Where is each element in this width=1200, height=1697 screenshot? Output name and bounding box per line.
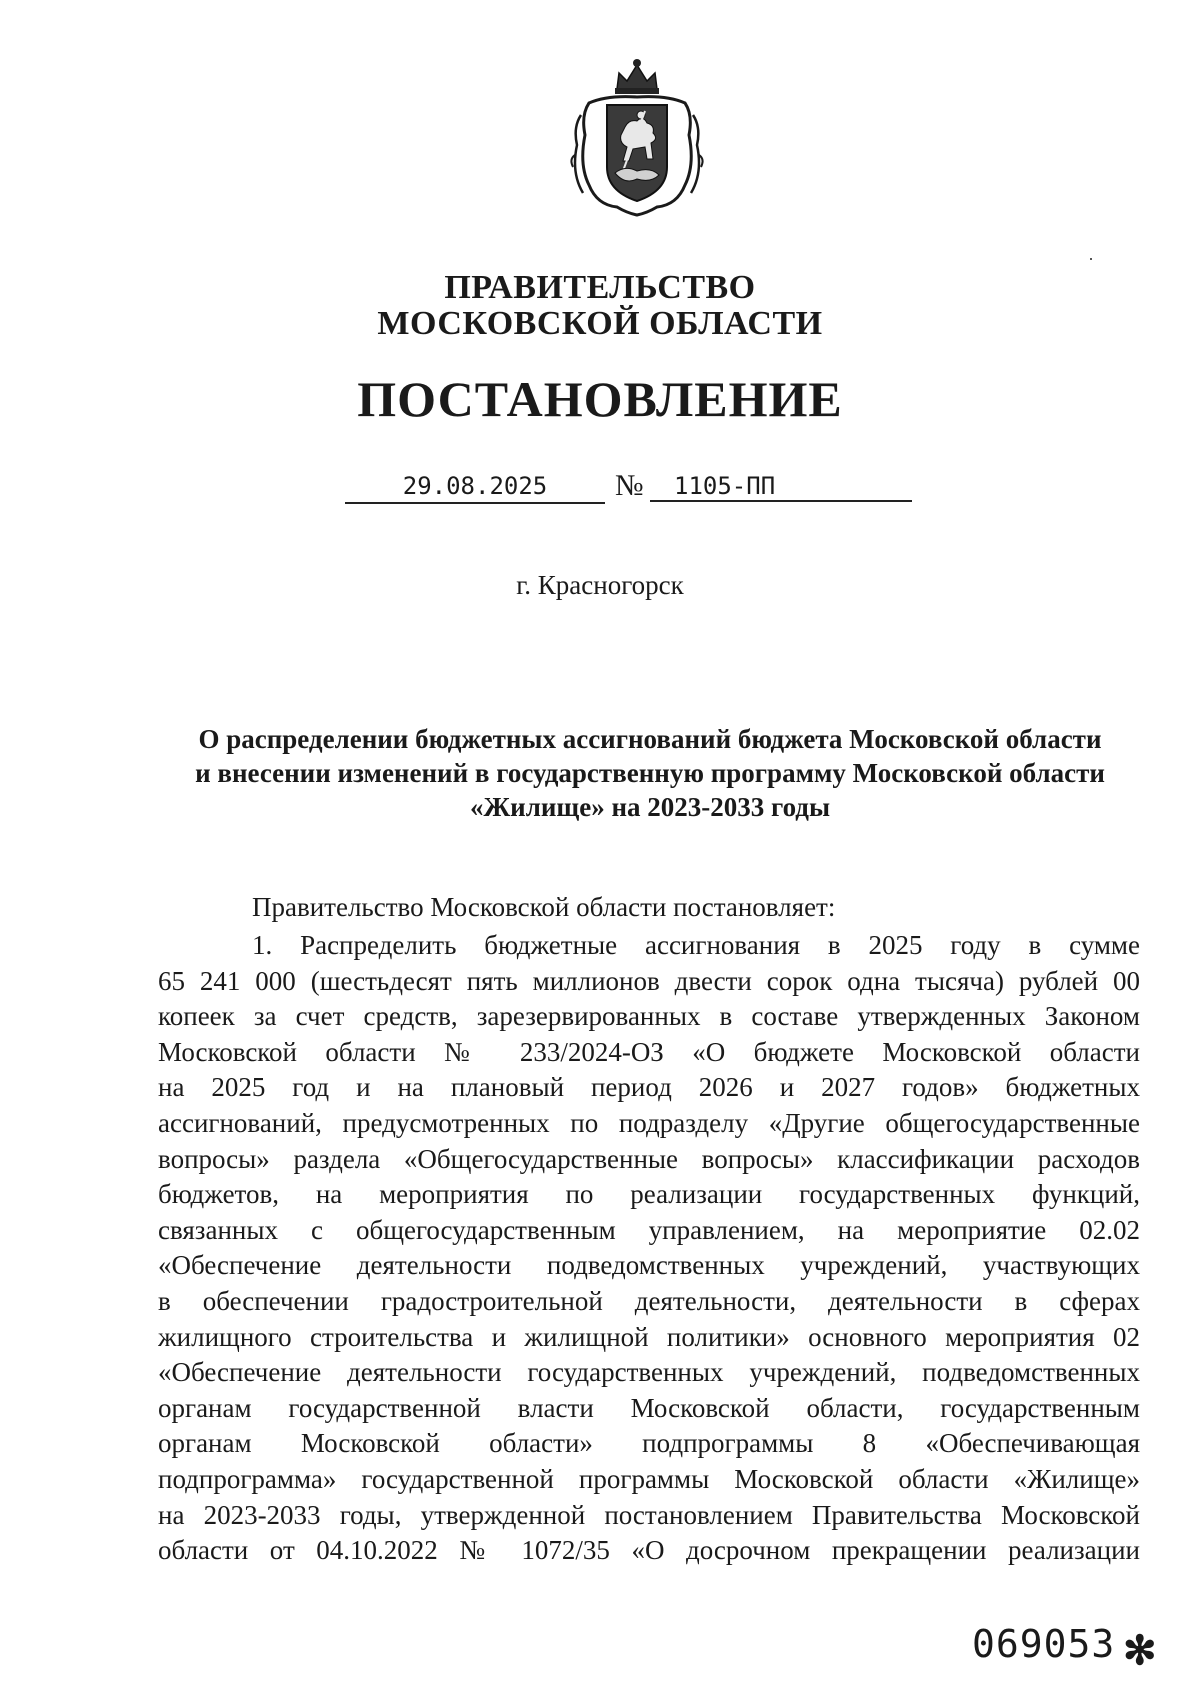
body-line: области от 04.10.2022 № 1072/35 «О досрочном прекращении реализации [158, 1535, 1140, 1566]
government-name-line1: ПРАВИТЕЛЬСТВО [444, 269, 756, 306]
body-line: жилищного строительства и жилищной политики» основного мероприятия 02 [158, 1321, 1140, 1352]
number-sign: № [615, 469, 644, 502]
resolution-intro: Правительство Московской области постановляет: [252, 892, 836, 922]
government-name-line2: МОСКОВСКОЙ ОБЛАСТИ [377, 305, 823, 342]
body-line: в обеспечении градостроительной деятельности, деятельности в сферах [158, 1285, 1140, 1316]
body-line: ассигнований, предусмотренных по подразделу «Другие общегосударственные [158, 1107, 1140, 1138]
body-line: 65 241 000 (шестьдесят пять миллионов двести сорок одна тысяча) рублей 00 [158, 965, 1140, 996]
place-of-issue: г. Красногорск [516, 570, 684, 600]
scan-speck [1090, 258, 1092, 260]
title-line: «Жилище» на 2023-2033 годы [469, 792, 831, 822]
body-line: органам Московской области» подпрограммы 8 «Обеспечивающая [158, 1428, 1140, 1459]
form-serial-number: 069053 [972, 1622, 1116, 1666]
resolution-body [158, 928, 1140, 1569]
asterisk-mark-icon: ✻ [1123, 1628, 1157, 1673]
body-line: бюджетов, на мероприятия по реализации государственных функций, [158, 1179, 1140, 1210]
body-line: на 2025 год и на плановый период 2026 и 2027 годов» бюджетных [158, 1072, 1140, 1103]
body-line: «Обеспечение деятельности подведомственных учреждений, участвующих [158, 1250, 1140, 1281]
title-line: О распределении бюджетных ассигнований бюджета Московской области [198, 724, 1102, 754]
body-line: органам государственной власти Московской области, государственным [158, 1392, 1140, 1423]
body-line: вопросы» раздела «Общегосударственные вопросы» классификации расходов [158, 1143, 1140, 1174]
title-line: и внесении изменений в государственную программу Московской области [195, 758, 1105, 788]
body-line: «Обеспечение деятельности государственных учреждений, подведомственных [158, 1357, 1140, 1388]
document-number: 1105-ПП [650, 470, 912, 502]
document-type-heading: ПОСТАНОВЛЕНИЕ [357, 371, 843, 427]
body-line: связанных с общегосударственным управлением, на мероприятие 02.02 [158, 1214, 1140, 1245]
coat-of-arms-icon [567, 55, 707, 217]
body-line: подпрограмма» государственной программы Московской области «Жилище» [158, 1463, 1140, 1494]
body-line: Московской области № 233/2024-ОЗ «О бюджете Московской области [158, 1036, 1140, 1067]
body-line: на 2023-2033 годы, утвержденной постановлением Правительства Московской [158, 1499, 1140, 1530]
body-line: 1. Распределить бюджетные ассигнования в 2025 году в сумме [252, 930, 1140, 960]
registration-line [0, 470, 1200, 510]
document-date: 29.08.2025 [345, 470, 605, 504]
document-title [165, 722, 1135, 824]
body-line: копеек за счет средств, зарезервированных в составе утвержденных Законом [158, 1001, 1140, 1032]
